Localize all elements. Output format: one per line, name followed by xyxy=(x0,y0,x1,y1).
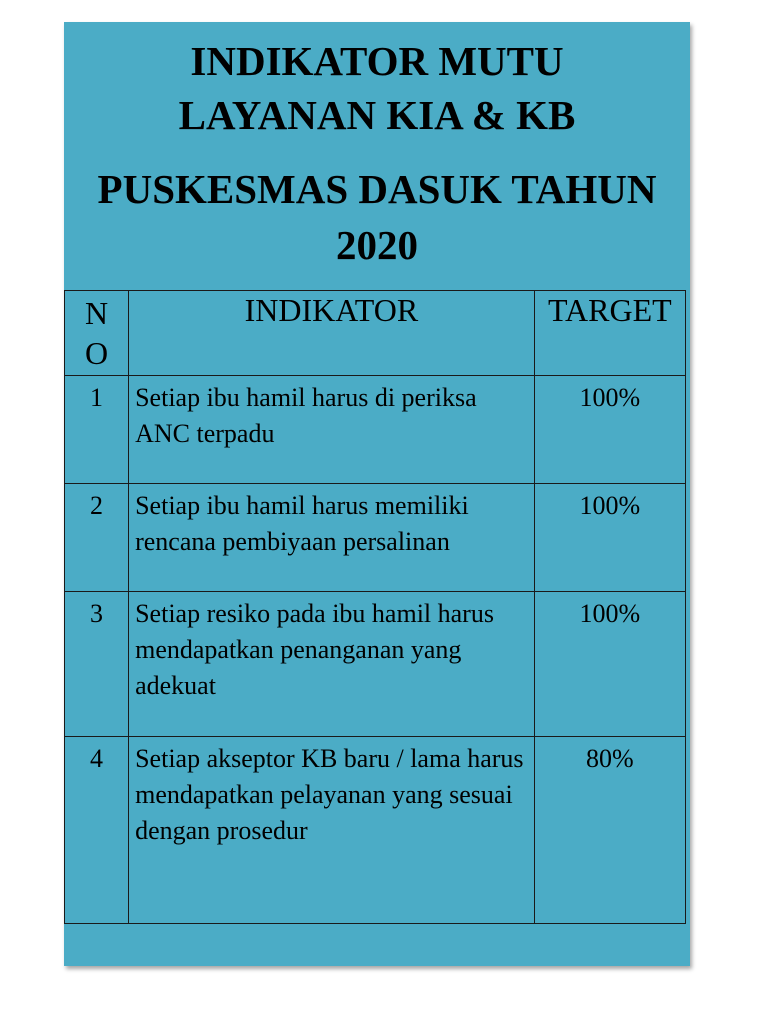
row-no: 4 xyxy=(65,737,129,924)
table-row xyxy=(65,737,686,924)
row-target: 100% xyxy=(534,484,685,592)
table-row xyxy=(65,376,686,484)
title-line-1: INDIKATOR MUTU xyxy=(190,38,564,84)
header-target: TARGET xyxy=(534,291,685,376)
row-no: 1 xyxy=(65,376,129,484)
indicator-table xyxy=(64,290,686,924)
row-indikator: Setiap resiko pada ibu hamil harus mendapatkan penanganan yang adekuat xyxy=(129,592,535,737)
title-line-2: LAYANAN KIA & KB xyxy=(178,92,576,138)
poster-page xyxy=(64,22,690,966)
row-target: 100% xyxy=(534,376,685,484)
row-no: 3 xyxy=(65,592,129,737)
row-target: 100% xyxy=(534,592,685,737)
header-no: NO xyxy=(65,291,129,376)
title-line-3: PUSKESMAS DASUK TAHUN xyxy=(97,166,657,212)
table-header-row xyxy=(65,291,686,376)
row-indikator: Setiap ibu hamil harus memiliki rencana pembiyaan persalinan xyxy=(129,484,535,592)
row-indikator: Setiap akseptor KB baru / lama harus mendapatkan pelayanan yang sesuai dengan prosedur xyxy=(129,737,535,924)
row-indikator: Setiap ibu hamil harus di periksa ANC terpadu xyxy=(129,376,535,484)
title-line-4: 2020 xyxy=(336,222,418,268)
header-indikator: INDIKATOR xyxy=(129,291,535,376)
table-row xyxy=(65,592,686,737)
row-target: 80% xyxy=(534,737,685,924)
row-no: 2 xyxy=(65,484,129,592)
table-row xyxy=(65,484,686,592)
